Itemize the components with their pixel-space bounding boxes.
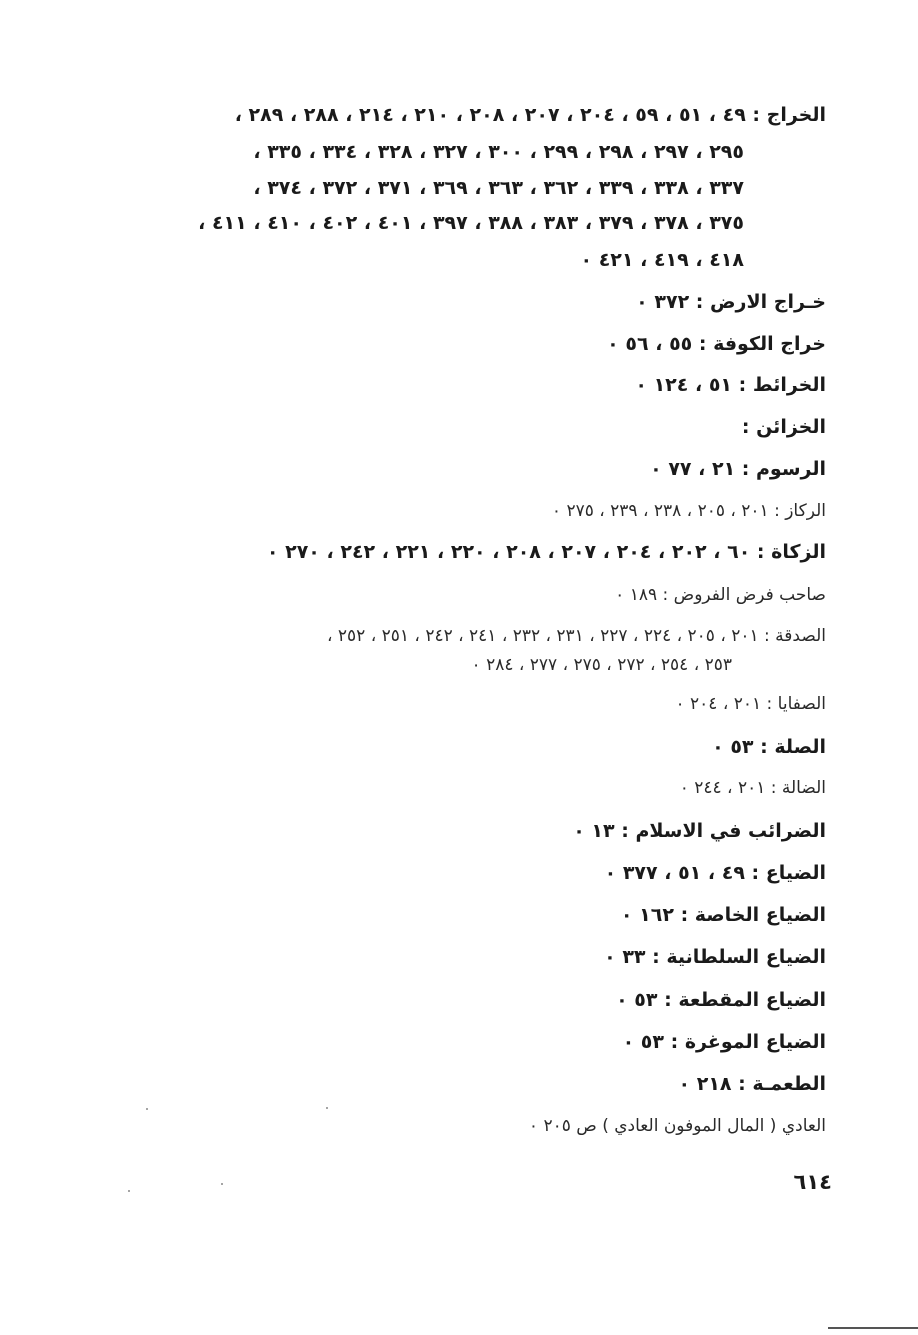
entry-al-adi: العادي ( المال الموفون العادي ) ص ٢٠٥ ٠ <box>528 1116 826 1136</box>
entry-al-tu-ma: الطعمـة : ٢١٨ ٠ <box>678 1073 826 1095</box>
scan-speck <box>221 1183 223 1185</box>
entry-al-sadaqa-continued: ٢٥٣ ، ٢٥٤ ، ٢٧٢ ، ٢٧٥ ، ٢٧٧ ، ٢٨٤ ٠ <box>471 655 732 675</box>
page-number: ٦١٤ <box>793 1170 832 1194</box>
entry-al-dara-ib: الضرائب في الاسلام : ١٣ ٠ <box>573 820 826 842</box>
entry-al-diya-al-muqta-a: الضياع المقطعة : ٥٣ ٠ <box>616 989 826 1011</box>
entry-al-dalla: الضالة : ٢٠١ ، ٢٤٤ ٠ <box>679 778 826 798</box>
entry-sahib-fard-al-furud: صاحب فرض الفروض : ١٨٩ ٠ <box>615 585 826 605</box>
entry-kharaj-al-kufa: خراج الكوفة : ٥٥ ، ٥٦ ٠ <box>607 333 826 355</box>
entry-al-rikaz: الركاز : ٢٠١ ، ٢٠٥ ، ٢٣٨ ، ٢٣٩ ، ٢٧٥ ٠ <box>551 501 826 521</box>
entry-al-sila: الصلة : ٥٣ ٠ <box>712 736 826 758</box>
entry-al-safaya: الصفايا : ٢٠١ ، ٢٠٤ ٠ <box>675 694 826 714</box>
entry-al-diya-al-mughra: الضياع الموغرة : ٥٣ ٠ <box>622 1031 826 1053</box>
page-edge-rule <box>828 1327 918 1329</box>
entry-kharaj-continued-1: ٢٩٥ ، ٢٩٧ ، ٢٩٨ ، ٢٩٩ ، ٣٠٠ ، ٣٢٧ ، ٣٢٨ ، ٣٣٤ ، ٣٣٥ ، <box>253 141 744 163</box>
entry-al-diya-al-khassa: الضياع الخاصة : ١٦٢ ٠ <box>620 904 826 926</box>
entry-al-khaza-in: الخزائن : <box>741 416 826 438</box>
entry-al-khara-it: الخرائط : ٥١ ، ١٢٤ ٠ <box>635 374 826 396</box>
entry-kharaj-al-ard: خـراج الارض : ٣٧٢ ٠ <box>636 291 826 313</box>
entry-al-zakat: الزكاة : ٦٠ ، ٢٠٢ ، ٢٠٤ ، ٢٠٧ ، ٢٠٨ ، ٢٢٠ ، ٢٢١ ، ٢٤٢ ، ٢٧٠ ٠ <box>266 541 826 563</box>
entry-al-diya: الضياع : ٤٩ ، ٥١ ، ٣٧٧ ٠ <box>604 862 826 884</box>
entry-al-rusum: الرسوم : ٢١ ، ٧٧ ٠ <box>650 458 826 480</box>
entry-kharaj: الخراج : ٤٩ ، ٥١ ، ٥٩ ، ٢٠٤ ، ٢٠٧ ، ٢٠٨ ، ٢١٠ ، ٢١٤ ، ٢٨٨ ، ٢٨٩ ، <box>234 104 826 126</box>
scan-speck <box>326 1107 328 1109</box>
scan-speck <box>128 1190 130 1192</box>
entry-kharaj-continued-4: ٤١٨ ، ٤١٩ ، ٤٢١ ٠ <box>580 249 744 271</box>
entry-al-diya-al-sultaniya: الضياع السلطانية : ٣٣ ٠ <box>604 946 826 968</box>
entry-al-sadaqa: الصدقة : ٢٠١ ، ٢٠٥ ، ٢٢٤ ، ٢٢٧ ، ٢٣١ ، ٢٣٢ ، ٢٤١ ، ٢٤٢ ، ٢٥١ ، ٢٥٢ ، <box>327 626 826 646</box>
entry-kharaj-continued-2: ٣٣٧ ، ٣٣٨ ، ٣٣٩ ، ٣٦٢ ، ٣٦٣ ، ٣٦٩ ، ٣٧١ ، ٣٧٢ ، ٣٧٤ ، <box>253 177 744 199</box>
entry-kharaj-continued-3: ٣٧٥ ، ٣٧٨ ، ٣٧٩ ، ٣٨٣ ، ٣٨٨ ، ٣٩٧ ، ٤٠١ ، ٤٠٢ ، ٤١٠ ، ٤١١ ، <box>198 212 744 234</box>
scan-speck <box>146 1108 148 1110</box>
